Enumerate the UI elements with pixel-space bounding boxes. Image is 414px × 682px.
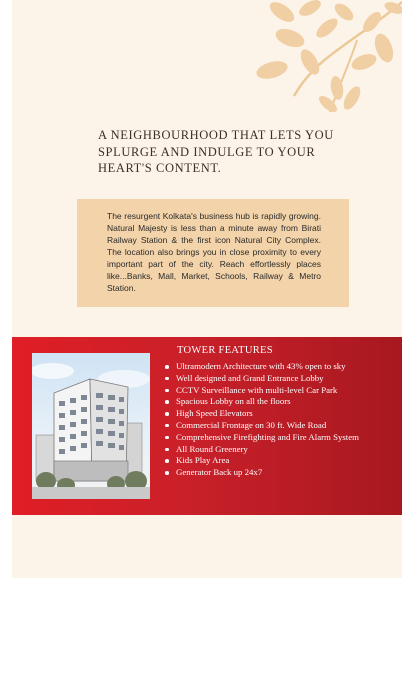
bullet-dot-icon: [165, 365, 169, 369]
feature-item: Kids Play Area: [165, 455, 359, 467]
bullet-dot-icon: [165, 389, 169, 393]
feature-item: Generator Back up 24x7: [165, 467, 359, 479]
bullet-dot-icon: [165, 424, 169, 428]
brochure-page: [12, 0, 402, 578]
tower-features-list: [165, 361, 359, 479]
feature-item: High Speed Elevators: [165, 408, 359, 420]
feature-item: All Round Greenery: [165, 444, 359, 456]
feature-item: Spacious Lobby on all the floors: [165, 396, 359, 408]
bullet-dot-icon: [165, 400, 169, 404]
feature-item: Well designed and Grand Entrance Lobby: [165, 373, 359, 385]
feature-item: Commercial Frontage on 30 ft. Wide Road: [165, 420, 359, 432]
bullet-dot-icon: [165, 377, 169, 381]
headline-line-3: HEART'S CONTENT.: [98, 161, 222, 175]
bullet-dot-icon: [165, 471, 169, 475]
headline-line-1: A NEIGHBOURHOOD THAT LETS YOU: [98, 128, 334, 142]
tower-features-title: TOWER FEATURES: [177, 345, 273, 356]
feature-item: Comprehensive Firefighting and Fire Alarm System: [165, 432, 359, 444]
headline-line-2: SPLURGE AND INDULGE TO YOUR: [98, 144, 316, 159]
intro-paragraph: The resurgent Kolkata's business hub is rapidly growing. Natural Majesty is less than a minute away from Birati Railway Station & the first icon Natural City Complex. The location also brings you in close proximity to every important part of the city. Reach effortlessly places like...Banks, Mall, Market, Schools, Railway & Metro Station.: [107, 211, 321, 293]
bullet-dot-icon: [165, 448, 169, 452]
intro-box: [77, 199, 349, 307]
bullet-dot-icon: [165, 412, 169, 416]
bullet-dot-icon: [165, 436, 169, 440]
feature-item: CCTV Surveillance with multi-level Car Park: [165, 385, 359, 397]
leaf-branch-icon: [232, 0, 402, 125]
feature-item: Ultramodern Architecture with 43% open to sky: [165, 361, 359, 373]
bullet-dot-icon: [165, 459, 169, 463]
building-illustration: [32, 353, 150, 499]
page-headline: [98, 127, 348, 177]
tower-features-section: [12, 337, 402, 515]
